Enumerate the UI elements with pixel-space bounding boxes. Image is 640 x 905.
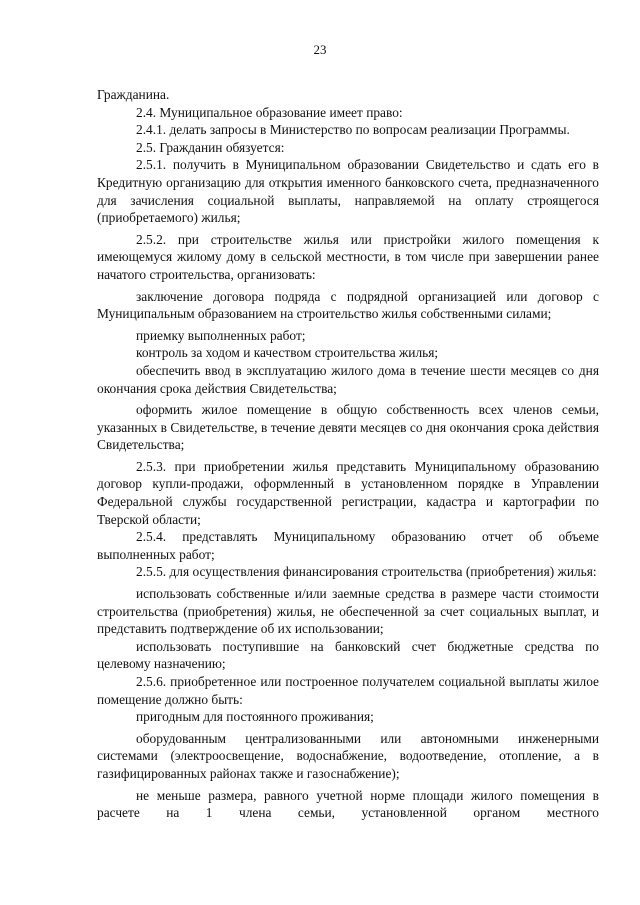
list-item: использовать поступившие на банковский счет бюджетные средства по целевому назначению; [97,638,599,672]
document-body [97,86,599,822]
list-item: пригодным для постоянного проживания; [136,709,374,725]
paragraph: 2.5.4. представлять Муниципальному образованию отчет об объеме выполненных работ; [97,529,599,562]
list-item: использовать собственные и/или заемные средства в размере части стоимости строительства (приобретения) жилья, не обеспеченной за счет социальных выплат, и представить подтверждение об их использовании; [97,586,599,637]
paragraph: 2.5.6. приобретенное или построенное получателем социальной выплаты жилое помещение должно быть: [97,674,599,707]
section-heading: 2.4. Муниципальное образование имеет право: [136,104,403,120]
page-number: 23 [313,42,327,57]
list-item: оборудованным централизованными или автономными инженерными системами (электроосвещение, водоснабжение, водоотведение, отопление, а в газифицированных районах также и газоснабжение); [97,730,599,781]
list-item: приемку выполненных работ; [136,327,306,343]
paragraph: 2.5.3. при приобретении жилья представить Муниципальному образованию договор купли-продажи, оформленный в установленном порядке в Управлении Федеральной службы государственной регистрации, кадастра и картографии по Тверской области; [97,458,599,527]
list-item: не меньше размера, равного учетной норме площади жилого помещения в расчете на 1 члена семьи, установленной органом местного [97,787,599,821]
paragraph: 2.4.1. делать запросы в Министерство по вопросам реализации Программы. [136,122,570,138]
list-item: оформить жилое помещение в общую собственность всех членов семьи, указанных в Свидетельстве, в течение девяти месяцев со дня окончания срока действия Свидетельства; [97,402,599,453]
list-item: контроль за ходом и качеством строительства жилья; [136,345,439,361]
paragraph: 2.5.1. получить в Муниципальном образовании Свидетельство и сдать его в Кредитную организацию для открытия именного банковского счета, предназначенного для зачисления социальной выплаты, направляемой на оплату строящегося (приобретаемого) жилья; [97,157,599,226]
section-heading: 2.5. Гражданин обязуется: [136,139,285,155]
list-item: заключение договора подряда с подрядной организацией или договор с Муниципальным образованием на строительство жилья собственными силами; [97,288,599,322]
paragraph: 2.5.5. для осуществления финансирования строительства (приобретения) жилья: [136,564,597,580]
paragraph: 2.5.2. при строительстве жилья или пристройки жилого помещения к имеющемуся жилому дому в сельской местности, в том числе при завершении ранее начатого строительства, организовать: [97,231,599,282]
list-item: обеспечить ввод в эксплуатацию жилого дома в течение шести месяцев со дня окончания срока действия Свидетельства; [97,362,599,396]
paragraph: Гражданина. [97,87,170,102]
